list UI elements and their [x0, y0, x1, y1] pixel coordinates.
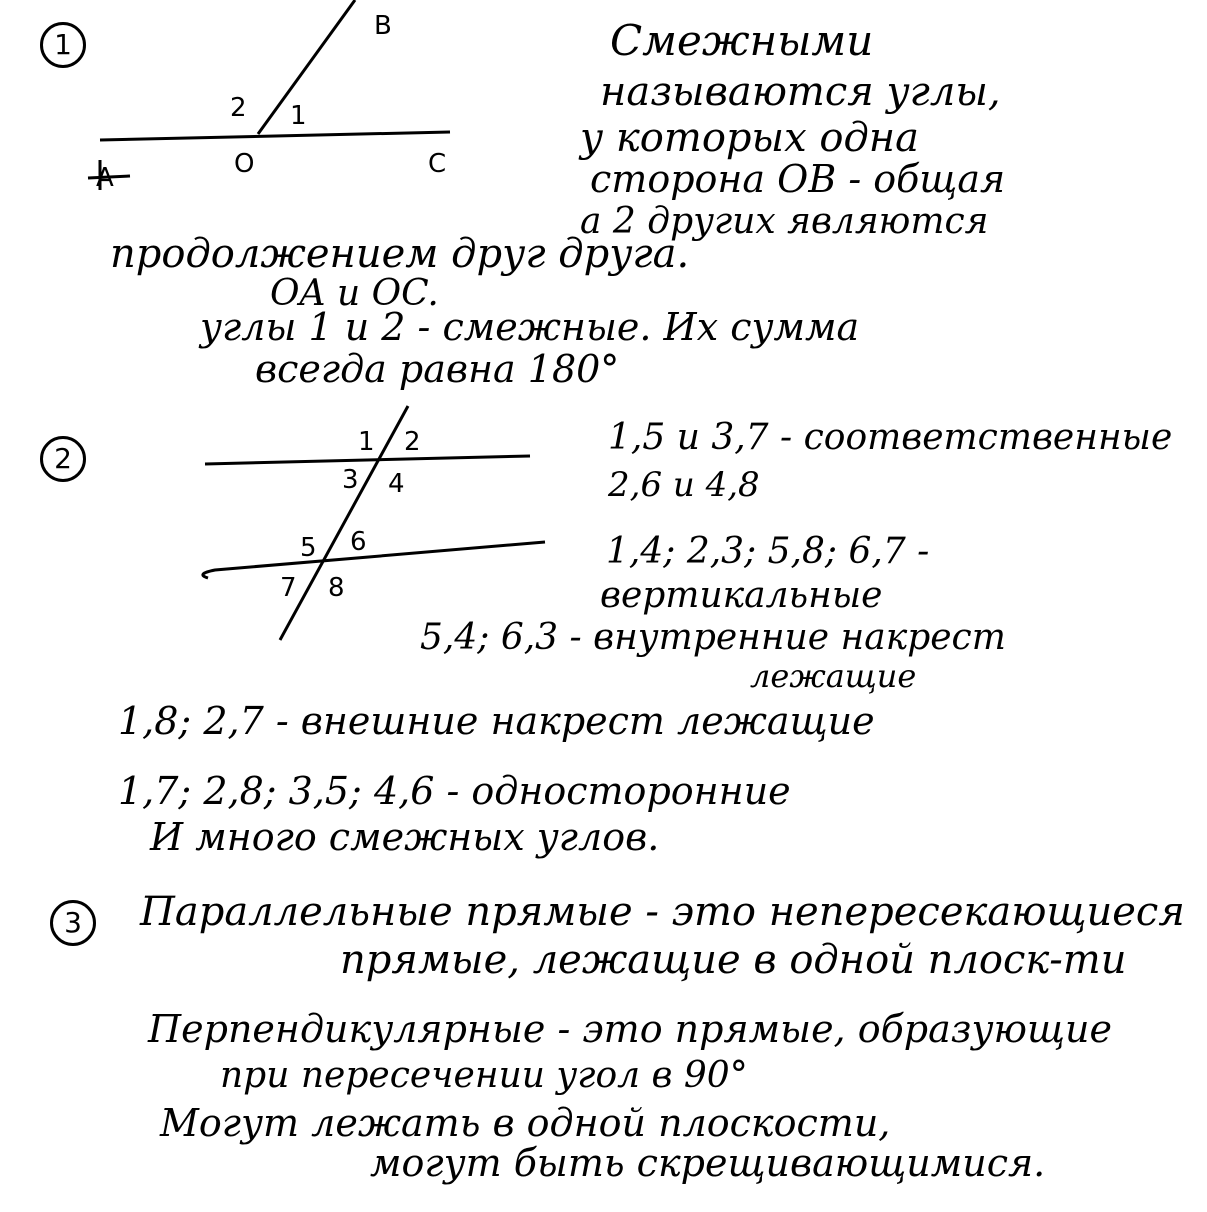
s1-line-7: OA и OC. — [270, 273, 439, 314]
section-1-number: 1 — [40, 22, 86, 68]
point-b-label: B — [374, 11, 392, 41]
s3-line-5: Могут лежать в одной плоскости, — [160, 1101, 891, 1145]
angle-label-6: 6 — [350, 527, 367, 557]
s2-line-5: 5,4; 6,3 - внутренние накрест — [420, 617, 1006, 658]
section-2-number: 2 — [40, 436, 86, 482]
transversal-figure — [0, 400, 560, 650]
s2-line-6: лежащие — [750, 657, 917, 695]
s1-line-9: всегда равна 180° — [255, 347, 620, 391]
angle-label-1: 1 — [358, 427, 375, 457]
angle-label-8: 8 — [328, 573, 345, 603]
s1-line-1: Смежными — [610, 16, 874, 65]
adjacent-angles-figure — [0, 0, 470, 200]
transversal-line — [280, 406, 408, 640]
s2-line-9: И много смежных углов. — [150, 815, 660, 859]
s1-line-8: углы 1 и 2 - смежные. Их сумма — [200, 305, 860, 349]
line-ac — [100, 132, 450, 140]
angle-label-5: 5 — [300, 533, 317, 563]
s2-line-4: вертикальные — [600, 575, 883, 616]
section-3-number: 3 — [50, 900, 96, 946]
point-c-label: C — [428, 149, 447, 179]
point-o-label: O — [234, 149, 255, 179]
s3-line-2: прямые, лежащие в одной плоск-ти — [340, 937, 1127, 983]
upper-parallel-line — [205, 456, 530, 464]
s2-line-8: 1,7; 2,8; 3,5; 4,6 - односторонние — [118, 769, 791, 813]
s2-line-1: 1,5 и 3,7 - соответственные — [608, 417, 1173, 458]
point-a-label: A — [96, 163, 114, 193]
angle-label-7: 7 — [280, 573, 297, 603]
s1-line-2: называются углы, — [600, 69, 1001, 115]
s3-line-4: при пересечении угол в 90° — [220, 1055, 748, 1096]
s2-line-3: 1,4; 2,3; 5,8; 6,7 - — [606, 531, 930, 572]
s2-line-7: 1,8; 2,7 - внешние накрест лежащие — [118, 699, 875, 743]
s1-line-4: сторона OB - общая — [590, 157, 1006, 201]
angle-1-label: 1 — [290, 101, 307, 131]
s2-line-2: 2,6 и 4,8 — [608, 465, 760, 505]
angle-2-label: 2 — [230, 93, 247, 123]
s1-line-5: а 2 других являются — [580, 201, 989, 242]
s1-line-3: у которых одна — [580, 115, 919, 161]
s3-line-3: Перпендикулярные - это прямые, образующие — [148, 1007, 1112, 1051]
s3-line-6: могут быть скрещивающимися. — [370, 1141, 1046, 1185]
lower-parallel-line — [203, 542, 545, 578]
angle-label-4: 4 — [388, 469, 405, 499]
angle-label-2: 2 — [404, 427, 421, 457]
s1-line-6: продолжением друг друга. — [110, 231, 690, 277]
angle-label-3: 3 — [342, 465, 359, 495]
s3-line-1: Параллельные прямые - это непересекающиеся — [140, 889, 1185, 935]
